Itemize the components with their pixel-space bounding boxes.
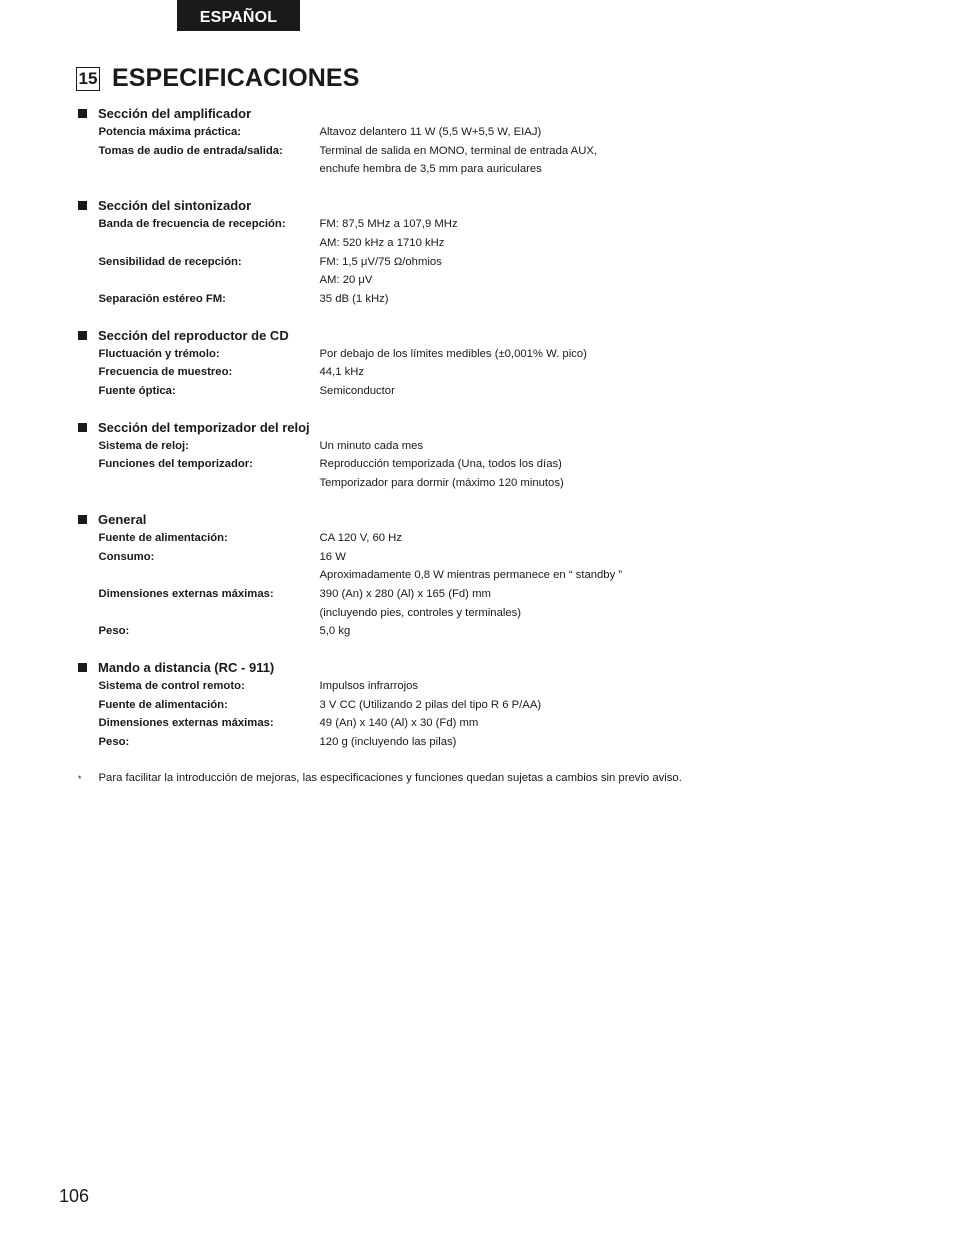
spec-value: Por debajo de los límites medibles (±0,001% W. pico) bbox=[319, 347, 587, 360]
spec-values bbox=[320, 382, 879, 401]
section-heading bbox=[78, 418, 878, 437]
spec-value: Impulsos infrarrojos bbox=[319, 680, 419, 693]
spec-section bbox=[78, 104, 878, 179]
spec-section bbox=[78, 510, 878, 641]
square-bullet-icon bbox=[78, 109, 87, 118]
section-heading bbox=[78, 326, 878, 345]
spec-values bbox=[320, 123, 879, 142]
square-bullet-icon bbox=[78, 201, 87, 210]
spec-row bbox=[78, 142, 878, 179]
spec-label: Potencia máxima práctica: bbox=[98, 126, 242, 138]
spec-value: 35 dB (1 kHz) bbox=[319, 292, 389, 305]
spec-values bbox=[320, 677, 879, 696]
spec-values bbox=[320, 733, 879, 752]
spec-row bbox=[78, 548, 878, 585]
spec-value: AM: 20 μV bbox=[319, 274, 373, 287]
title-row bbox=[76, 64, 359, 93]
spec-row bbox=[78, 253, 878, 290]
spec-label: Peso: bbox=[98, 625, 130, 638]
spec-section bbox=[78, 326, 878, 401]
spec-value: 5,0 kg bbox=[319, 625, 351, 638]
spec-label: Fuente óptica: bbox=[98, 385, 176, 398]
spec-values bbox=[320, 215, 879, 252]
footnote-text: Para facilitar la introducción de mejoras, las especificaciones y funciones quedan sujetas a cambios sin previo aviso. bbox=[98, 772, 682, 784]
spec-row bbox=[78, 382, 878, 401]
spec-value: Aproximadamente 0,8 W mientras permanece en “ standby ” bbox=[319, 569, 623, 582]
section-heading bbox=[78, 196, 878, 215]
language-tab: ESPAÑOL bbox=[177, 0, 300, 31]
spec-label: Separación estéreo FM: bbox=[98, 292, 226, 305]
spec-label: Tomas de audio de entrada/salida: bbox=[98, 144, 283, 157]
section-heading bbox=[78, 104, 878, 123]
spec-value: Altavoz delantero 11 W (5,5 W+5,5 W, EIAJ) bbox=[319, 126, 542, 138]
spec-value: 49 (An) x 140 (Al) x 30 (Fd) mm bbox=[319, 717, 479, 730]
spec-value: 390 (An) x 280 (Al) x 165 (Fd) mm bbox=[319, 587, 491, 600]
spec-row bbox=[78, 677, 878, 696]
spec-value: 3 V CC (Utilizando 2 pilas del tipo R 6 P/AA) bbox=[319, 698, 542, 711]
spec-values bbox=[320, 455, 879, 492]
section-heading-text: Sección del reproductor de CD bbox=[98, 327, 289, 343]
spec-label: Fuente de alimentación: bbox=[98, 698, 228, 711]
section-heading-text: Sección del sintonizador bbox=[98, 198, 252, 214]
spec-value: 44,1 kHz bbox=[319, 366, 365, 379]
spec-value: 120 g (incluyendo las pilas) bbox=[319, 736, 457, 749]
footnote-asterisk: * bbox=[78, 774, 82, 784]
spec-value: FM: 87,5 MHz a 107,9 MHz bbox=[319, 218, 458, 231]
spec-value: FM: 1,5 μV/75 Ω/ohmios bbox=[319, 255, 442, 268]
spec-label: Peso: bbox=[98, 736, 130, 749]
section-heading bbox=[78, 658, 878, 677]
spec-values bbox=[320, 696, 879, 715]
spec-values bbox=[320, 363, 879, 382]
page-number: 106 bbox=[59, 1186, 90, 1206]
spec-values bbox=[320, 529, 879, 548]
section-heading-text: Sección del temporizador del reloj bbox=[98, 419, 310, 435]
spec-label: Sistema de reloj: bbox=[98, 439, 189, 452]
spec-section bbox=[78, 196, 878, 309]
spec-values bbox=[320, 142, 879, 179]
spec-value: enchufe hembra de 3,5 mm para auriculares bbox=[319, 163, 542, 176]
spec-value: 16 W bbox=[319, 550, 346, 563]
spec-values bbox=[320, 290, 879, 309]
spec-value: CA 120 V, 60 Hz bbox=[319, 531, 402, 544]
spec-label: Funciones del temporizador: bbox=[98, 458, 253, 471]
spec-label: Sensibilidad de recepción: bbox=[98, 255, 242, 268]
section-heading-text: Mando a distancia (RC - 911) bbox=[98, 660, 275, 676]
spec-values bbox=[320, 548, 879, 585]
spec-values bbox=[320, 437, 879, 456]
spec-label: Consumo: bbox=[98, 550, 155, 563]
spec-row bbox=[78, 733, 878, 752]
spec-values bbox=[320, 622, 879, 641]
spec-value: AM: 520 kHz a 1710 kHz bbox=[319, 236, 445, 249]
section-heading bbox=[78, 510, 878, 529]
spec-values bbox=[320, 585, 879, 622]
section-heading-text: Sección del amplificador bbox=[98, 106, 252, 121]
spec-value: Semiconductor bbox=[319, 385, 395, 398]
square-bullet-icon bbox=[78, 423, 87, 432]
spec-row bbox=[78, 696, 878, 715]
spec-label: Frecuencia de muestreo: bbox=[98, 366, 233, 379]
spec-row bbox=[78, 622, 878, 641]
spec-value: Terminal de salida en MONO, terminal de entrada AUX, bbox=[319, 144, 598, 157]
spec-label: Dimensiones externas máximas: bbox=[98, 717, 274, 730]
spec-section bbox=[78, 418, 878, 493]
spec-row bbox=[78, 123, 878, 142]
spec-values bbox=[320, 714, 879, 733]
footnote bbox=[78, 772, 682, 786]
spec-value: Temporizador para dormir (máximo 120 minutos) bbox=[319, 477, 564, 490]
spec-row bbox=[78, 345, 878, 364]
square-bullet-icon bbox=[78, 515, 87, 524]
spec-value: Reproducción temporizada (Una, todos los días) bbox=[319, 458, 562, 471]
square-bullet-icon bbox=[78, 663, 87, 672]
spec-label: Fuente de alimentación: bbox=[98, 531, 228, 544]
spec-label: Fluctuación y trémolo: bbox=[98, 347, 220, 360]
spec-label: Sistema de control remoto: bbox=[98, 680, 245, 693]
spec-value: Un minuto cada mes bbox=[319, 439, 424, 452]
spec-row bbox=[78, 437, 878, 456]
spec-row bbox=[78, 455, 878, 492]
section-heading-text: General bbox=[98, 511, 147, 527]
spec-row bbox=[78, 529, 878, 548]
spec-row bbox=[78, 714, 878, 733]
spec-label: Banda de frecuencia de recepción: bbox=[98, 218, 286, 231]
spec-row bbox=[78, 290, 878, 309]
spec-row bbox=[78, 215, 878, 252]
specifications-list bbox=[78, 104, 878, 769]
square-bullet-icon bbox=[78, 331, 87, 340]
spec-label: Dimensiones externas máximas: bbox=[98, 587, 274, 600]
page-title: ESPECIFICACIONES bbox=[112, 64, 360, 92]
spec-row bbox=[78, 363, 878, 382]
spec-values bbox=[320, 253, 879, 290]
spec-section bbox=[78, 658, 878, 752]
spec-row bbox=[78, 585, 878, 622]
spec-value: (incluyendo pies, controles y terminales) bbox=[319, 606, 522, 619]
spec-values bbox=[320, 345, 879, 364]
chapter-number-box: 15 bbox=[76, 67, 100, 91]
